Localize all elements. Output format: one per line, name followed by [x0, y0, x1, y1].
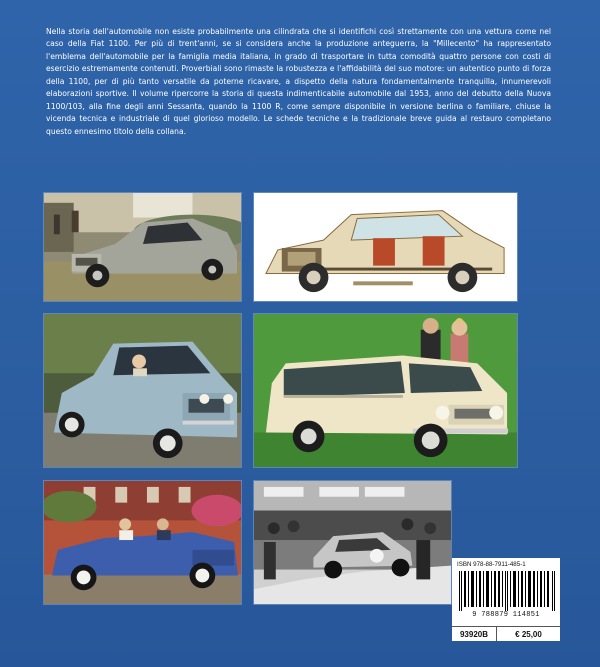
- photo-race-bw: [253, 480, 452, 605]
- product-code: 93920B: [452, 627, 497, 641]
- isbn-label: ISBN 978-88-7911-485-1: [457, 561, 526, 568]
- price: € 25,00: [515, 629, 542, 639]
- description-text: Nella storia dell'automobile non esiste probabilmente una cilindrata che si identifichi così strettamente con una vettura come nel caso della Fiat 1100. Per più di trent'anni, se si considera anche la produzione anteguerra, la "Millecento" ha rappresentato l'emblema dell'automobile per la famiglia media italiana, in grado di trasportare in tutta comodità quattro persone con costi di esercizio estremamente contenuti. Proverbiali sono rimaste la robustezza e l'affidabilità del suo motore: un autentico punto di forza della 1100, per di più tanto versatile da poterne ricavare, a dispetto della natura fondamentalmente tranquilla, innumerevoli elaborazioni sportive. Il volume ripercorre la storia di questa indimenticabile automobile dal 1953, anno del debutto della Nuova 1100/103, alla fine degli anni Sessanta, quando la 1100 R, come sempre disponibile in versione berlina o familiare, chiuse la vicenda tecnica e industriale di quel glorioso modello. Le schede tecniche e la tradizionale breve guida al restauro completano questo ennesimo titolo della collana.: [46, 27, 551, 136]
- price-bar: [452, 626, 560, 641]
- photo-blue-convertible: [43, 480, 242, 605]
- barcode-digits: 9 788879 114851: [472, 611, 540, 619]
- photo-station-wagon-couple: [253, 313, 518, 468]
- photo-cutaway-drawing: [253, 192, 518, 302]
- barcode-bars: [459, 571, 555, 611]
- photo-blue-sedan-woman: [43, 313, 242, 468]
- photo-sedan-villa: [43, 192, 242, 302]
